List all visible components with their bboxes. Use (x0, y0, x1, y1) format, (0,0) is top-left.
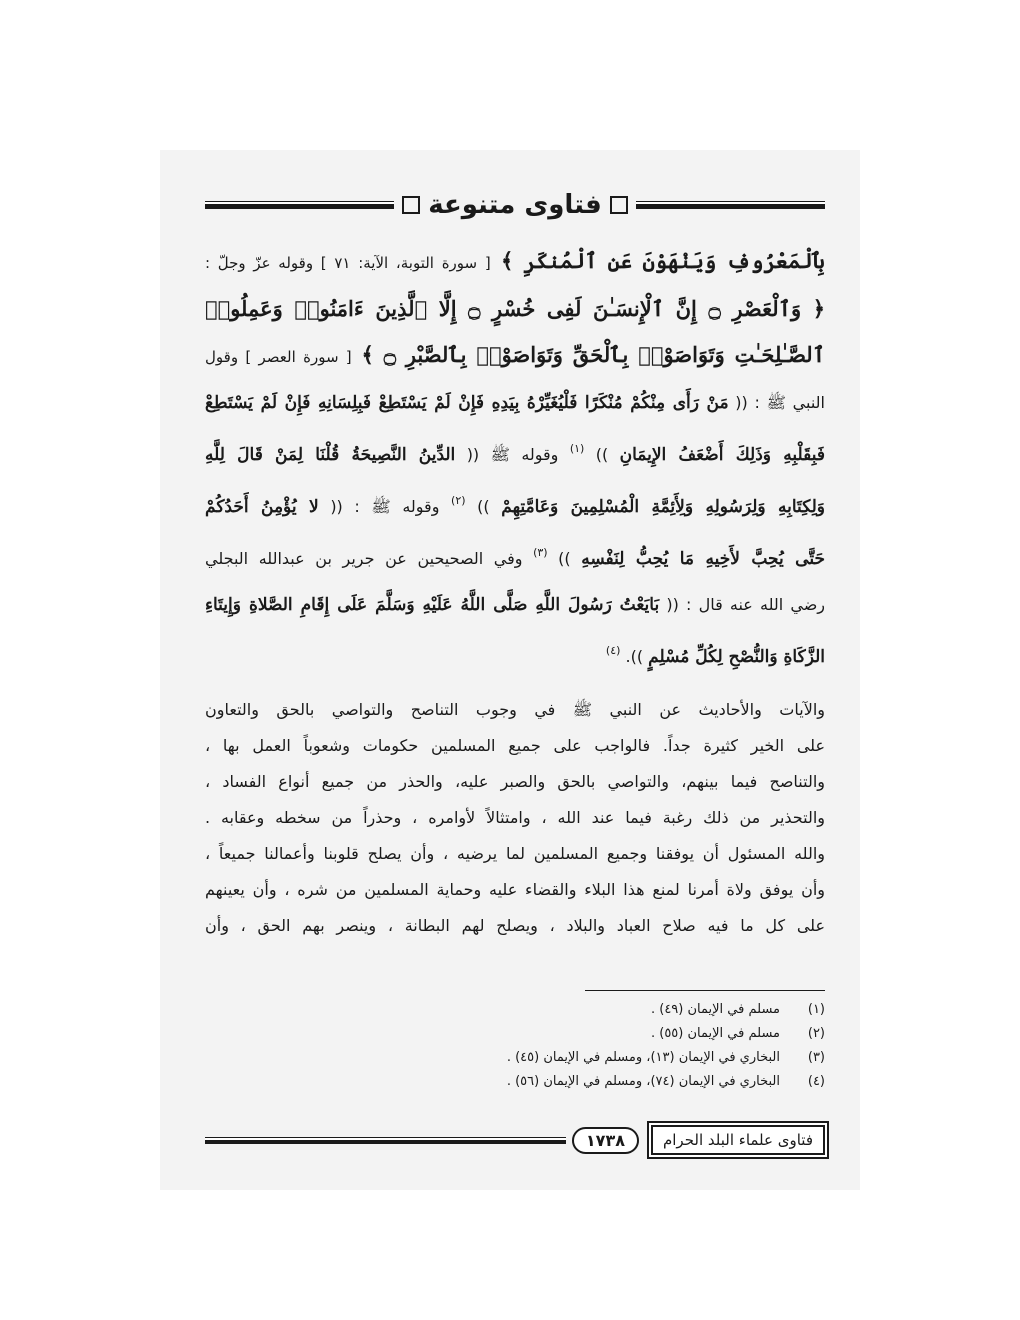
quran-reference: [ سورة العصر ] وقول (205, 348, 352, 366)
footnote-ref: (١) (569, 442, 585, 455)
hadith-quote: فَبِقَلْبِهِ وَذَلِكَ أَضْعَفُ الإِيمَانِ (619, 445, 825, 465)
book-title: فتاوى علماء البلد الحرام (651, 1125, 825, 1155)
paragraph-line: على كل ما فيه صلاح العباد والبلاد ، ويصلح لهم البطانة ، وينصر بهم الحق ، وأن (205, 916, 825, 935)
hadith-line-3 (205, 478, 825, 530)
footnote-text: مسلم في الإيمان (٤٩) . (650, 1002, 780, 1017)
body-paragraph (205, 692, 825, 944)
hadith-quote: الزَّكَاةِ وَالنُّصْحِ لِكُلِّ مُسْلِمٍ (648, 647, 825, 667)
hadith-text: رضي الله عنه قال : (( (666, 595, 825, 614)
quran-block (205, 238, 825, 380)
quran-reference: [ سورة التوبة، الآية: ٧١ ] وقوله عزّ وجلّ : (205, 254, 491, 272)
footnote-ref: (٢) (451, 494, 466, 507)
footnote-ref: (٣) (533, 546, 548, 559)
quran-line-1 (205, 238, 825, 286)
quran-verse: بِٱلْمَعْرُوفِ وَيَنْهَوْنَ عَنِ ٱلْمُنكَرِ ﴾ (500, 248, 825, 273)
footnote-item (300, 998, 825, 1022)
hadith-line-1 (205, 380, 825, 426)
header-rule-left (205, 201, 394, 209)
header-box-left (402, 196, 420, 214)
hadith-text: وفي الصحيحين عن جرير بن عبدالله البجلي (205, 549, 523, 568)
hadith-quote: مَنْ رَأَى مِنْكُمْ مُنْكَرًا فَلْيُغَيِّرْهُ بِيَدِهِ فَإِنْ لَمْ يَسْتَطِعْ فَبِلِسَانِهِ فَإِنْ لَمْ يَسْتَطِعْ (205, 393, 729, 413)
hadith-quote: الدِّينُ النَّصِيحَةُ قُلْنَا لِمَنْ قَالَ لِلَّهِ (205, 445, 456, 465)
footnote-text: البخاري في الإيمان (٧٤)، ومسلم في الإيمان (٥٦) . (506, 1074, 780, 1089)
footnote-number: (١) (807, 1002, 825, 1017)
hadith-quote: لا يُؤْمِنُ أَحَدُكُمْ (205, 497, 319, 517)
footnote-divider (585, 990, 825, 991)
hadith-text: وقوله ﷺ (( (455, 445, 559, 464)
footnote-item (300, 1070, 825, 1094)
hadith-line-5 (205, 582, 825, 628)
paragraph-line: والتناصح فيما بينهم، والتواصي بالحق والصبر عليه، والحذر من جميع أنواع الفساد ، (205, 772, 825, 791)
footer-rule (205, 1137, 566, 1144)
footnote-text: البخاري في الإيمان (١٣)، ومسلم في الإيمان (٤٥) . (506, 1050, 780, 1065)
page-footer (205, 1120, 825, 1160)
footnote-number: (٢) (807, 1026, 825, 1041)
header-box-right (610, 196, 628, 214)
hadith-text: )). (620, 647, 644, 666)
paragraph-line: وأن يوفق ولاة أمرنا لمنع هذا البلاء والقضاء عليه وحماية المسلمين من شره ، وأن يعينهم (205, 880, 825, 899)
paragraph-line: والتحذير من ذلك رغبة فيما عند الله ، وامتثالاً لأوامره ، وحذراً من سخطه وعقابه . (205, 808, 825, 827)
hadith-text: )) (465, 497, 490, 516)
footnote-text: مسلم في الإيمان (٥٥) . (650, 1026, 780, 1041)
hadith-quote: حَتَّى يُحِبَّ لأَخِيهِ مَا يُحِبُّ لِنَفْسِهِ (581, 549, 825, 569)
hadith-block (205, 380, 825, 680)
page-header (205, 185, 825, 225)
paragraph-line: والآيات والأحاديث عن النبي ﷺ في وجوب التناصح والتواصي بالحق والتعاون (205, 700, 825, 719)
header-rule-right (636, 201, 825, 209)
hadith-line-2 (205, 426, 825, 478)
footnote-number: (٤) (807, 1074, 825, 1089)
quran-line-3 (205, 332, 825, 380)
hadith-quote: وَلِكِتَابِهِ وَلِرَسُولِهِ وَلِأَئِمَّةِ الْمُسْلِمِينَ وَعَامَّتِهِمْ (501, 497, 825, 517)
footnote-item (300, 1046, 825, 1070)
footnote-item (300, 1022, 825, 1046)
hadith-text: النبي ﷺ : (( (735, 393, 825, 412)
quran-verse: ٱلصَّـٰلِحَـٰتِ وَتَوَاصَوْا۟ بِٱلْحَقِّ وَتَوَاصَوْا۟ بِٱلصَّبْرِ ۝ ﴾ (361, 342, 825, 367)
hadith-quote: بَايَعْتُ رَسُولَ اللَّهِ صَلَّى اللَّهُ عَلَيْهِ وَسَلَّمَ عَلَى إِقَامِ الصَّلاةِ وَإِيتَاءِ (205, 595, 660, 615)
footnote-ref: (٤) (605, 644, 621, 657)
footnote-number: (٣) (807, 1050, 825, 1065)
hadith-text: )) (547, 549, 571, 568)
quran-line-2: ﴿ وَٱلْعَصْرِ ۝ إِنَّ ٱلْإِنسَـٰنَ لَفِى خُسْرٍ ۝ إِلَّا ٱلَّذِينَ ءَامَنُوا۟ وَعَمِلُوا۟ (205, 296, 825, 321)
hadith-text: )) (584, 445, 609, 464)
hadith-line-4 (205, 530, 825, 582)
footnotes (300, 998, 825, 1094)
paragraph-line: والله المسئول أن يوفقنا وجميع المسلمين لما يرضيه ، وأن يصلح قلوبنا وأعمالنا جميعاً ، (205, 844, 825, 863)
page-number: ١٧٣٨ (572, 1127, 639, 1154)
hadith-text: وقوله ﷺ : (( (330, 497, 440, 516)
paragraph-line: على الخير كثيرة جداً. فالواجب على جميع المسلمين حكومات وشعوباً العمل بها ، (205, 736, 825, 755)
page-title: فتاوى متنوعة (428, 190, 602, 220)
hadith-line-6 (205, 628, 825, 680)
